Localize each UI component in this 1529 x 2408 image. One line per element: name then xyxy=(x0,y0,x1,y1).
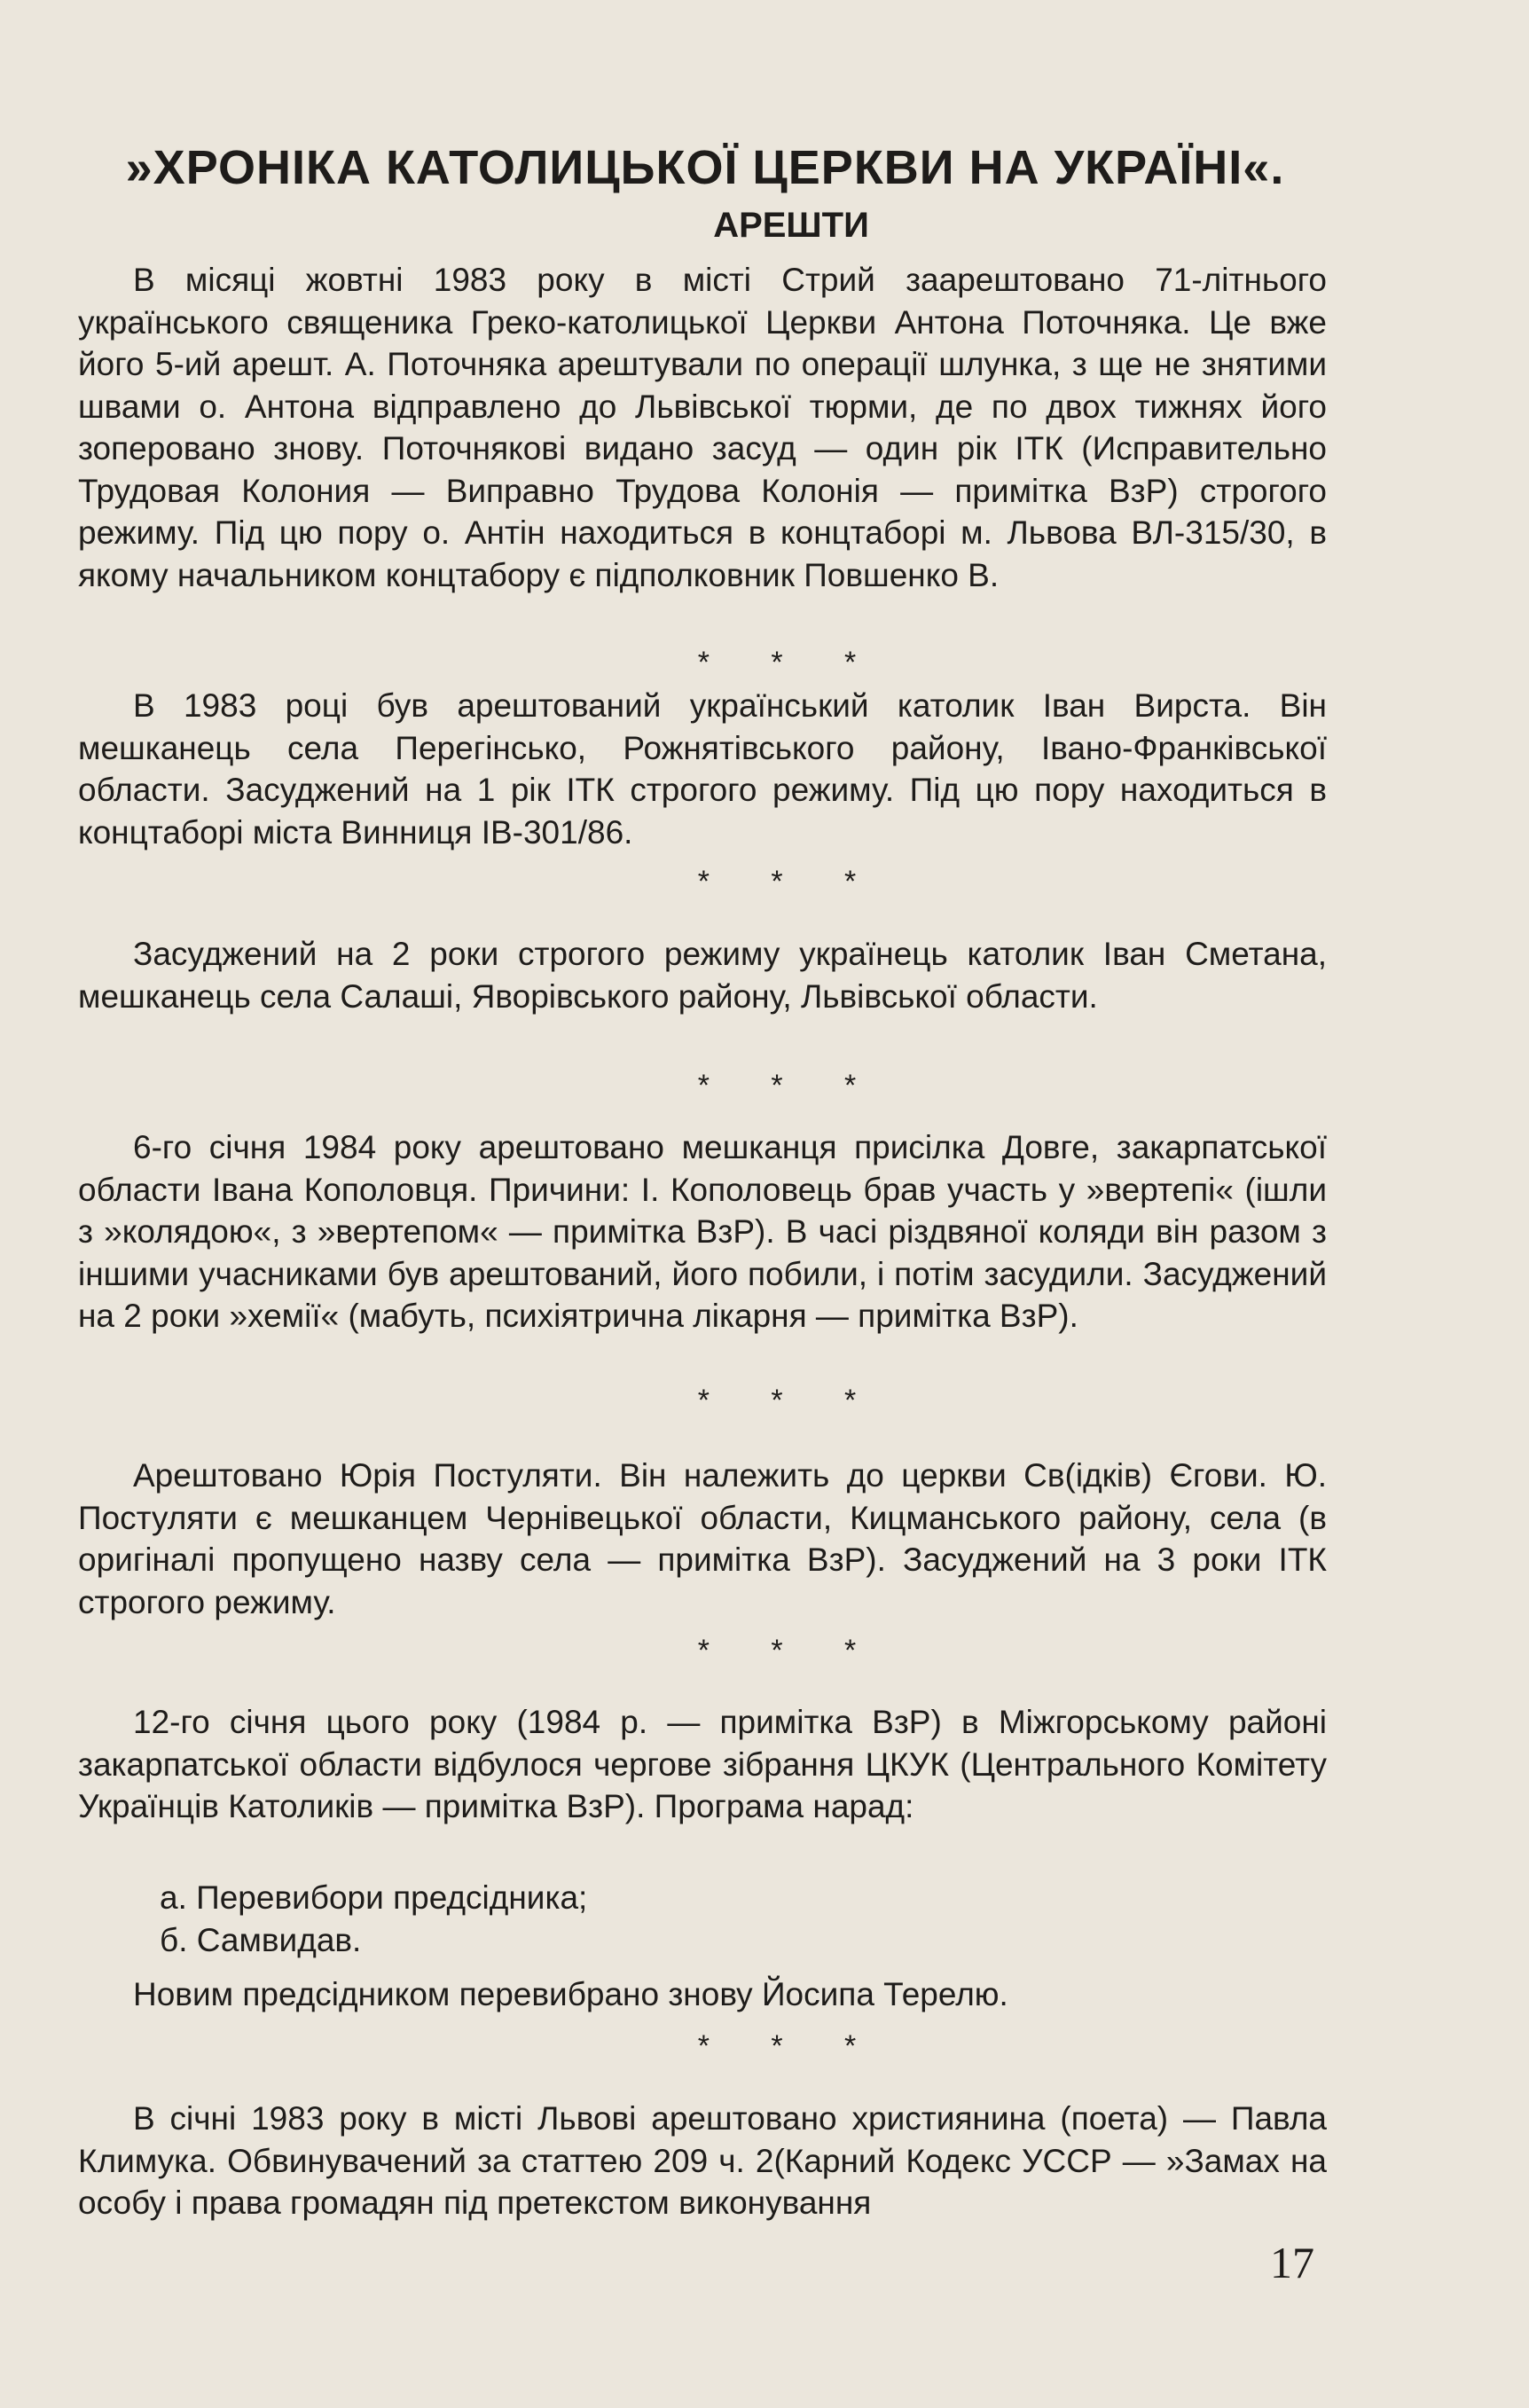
separator: * * * xyxy=(697,1384,883,1417)
page-title: »ХРОНІКА КАТОЛИЦЬКОЇ ЦЕРКВИ НА УКРАЇНІ«. xyxy=(125,141,1285,194)
paragraph-potochniak: В місяці жовтні 1983 року в місті Стрий заарештовано 71-літнього українського священика Греко-католицької Церкви Антона Поточняка. Це вже його 5-ий арешт. А. Поточняка арештували по операції шлунка, з ще не знятими швами о. Антона відправлено до Львівської тюрми, де по двох тижнях його зоперовано знову. Поточнякові видано засуд — один рік ІТК (Исправительно Трудовая Колония — Виправно Трудова Колонія — примітка ВзР) строгого режиму. Під цю пору о. Антін находиться в концтаборі м. Львова ВЛ-315/30, в якому начальником концтабору є підполковник Повшенко В. xyxy=(78,262,1327,593)
agenda-item: б. Самвидав. xyxy=(160,1922,362,1958)
paragraph-vyrsta: В 1983 році був арештований український католик Іван Вирста. Він мешканець села Перегінсько, Рожнятівського району, Івано-Франківської области. Засуджений на 1 рік ІТК строгого режиму. Під цю пору находиться в концтаборі міста Винниця ІВ-301/86. xyxy=(78,687,1327,851)
paragraph-tsku-meeting: 12-го січня цього року (1984 р. — примітка ВзР) в Міжгорському районі закарпатської области відбулося чергове зібрання ЦКУК (Центрального Комітету Українців Католиків — примітка ВзР). Програма нарад: xyxy=(78,1704,1327,1824)
page-number: 17 xyxy=(1270,2238,1314,2287)
paragraph-klymuk: В січні 1983 року в місті Львові арештовано християнина (поета) — Павла Климука. Обвинувачений за статтею 209 ч. 2(Карний Кодекс УССР — »Замах на особу і права громадян під претекстом виконування xyxy=(78,2100,1327,2221)
paragraph-smetana: Засуджений на 2 роки строгого режиму українець католик Іван Сметана, мешканець села Салаші, Яворівського району, Львівської области. xyxy=(78,936,1327,1015)
paragraph-postuliaty: Арештовано Юрія Постуляти. Він належить до церкви Св(ідків) Єгови. Ю. Постуляти є мешканцем Чернівецької области, Кицманського району, села (в оригіналі пропущено назву села — примітка ВзР). Засуджений на 3 роки ІТК строгого режиму. xyxy=(78,1457,1327,1620)
separator: * * * xyxy=(697,646,883,679)
section-subtitle: АРЕШТИ xyxy=(713,206,869,245)
paragraph-kopolovets: 6-го січня 1984 року арештовано мешканця присілка Довге, закарпатської области Івана Кополовця. Причини: І. Кополовець брав участь у »вертепі« (ішли з »колядою«, з »вертепом« — примітка ВзР). В часі різдвяної коляди він разом з іншими учасниками був арештований, його побили, і потім засудили. Засуджений на 2 роки »хемії« (мабуть, психіятрична лікарня — примітка ВзР). xyxy=(78,1129,1327,1334)
separator: * * * xyxy=(697,865,883,898)
separator: * * * xyxy=(697,1069,883,1102)
separator: * * * xyxy=(697,2029,883,2063)
separator: * * * xyxy=(697,1634,883,1667)
agenda-item: а. Перевибори предсідника; xyxy=(160,1879,588,1916)
agenda-result: Новим предсідником перевибрано знову Йосипа Терелю. xyxy=(133,1976,1008,2012)
